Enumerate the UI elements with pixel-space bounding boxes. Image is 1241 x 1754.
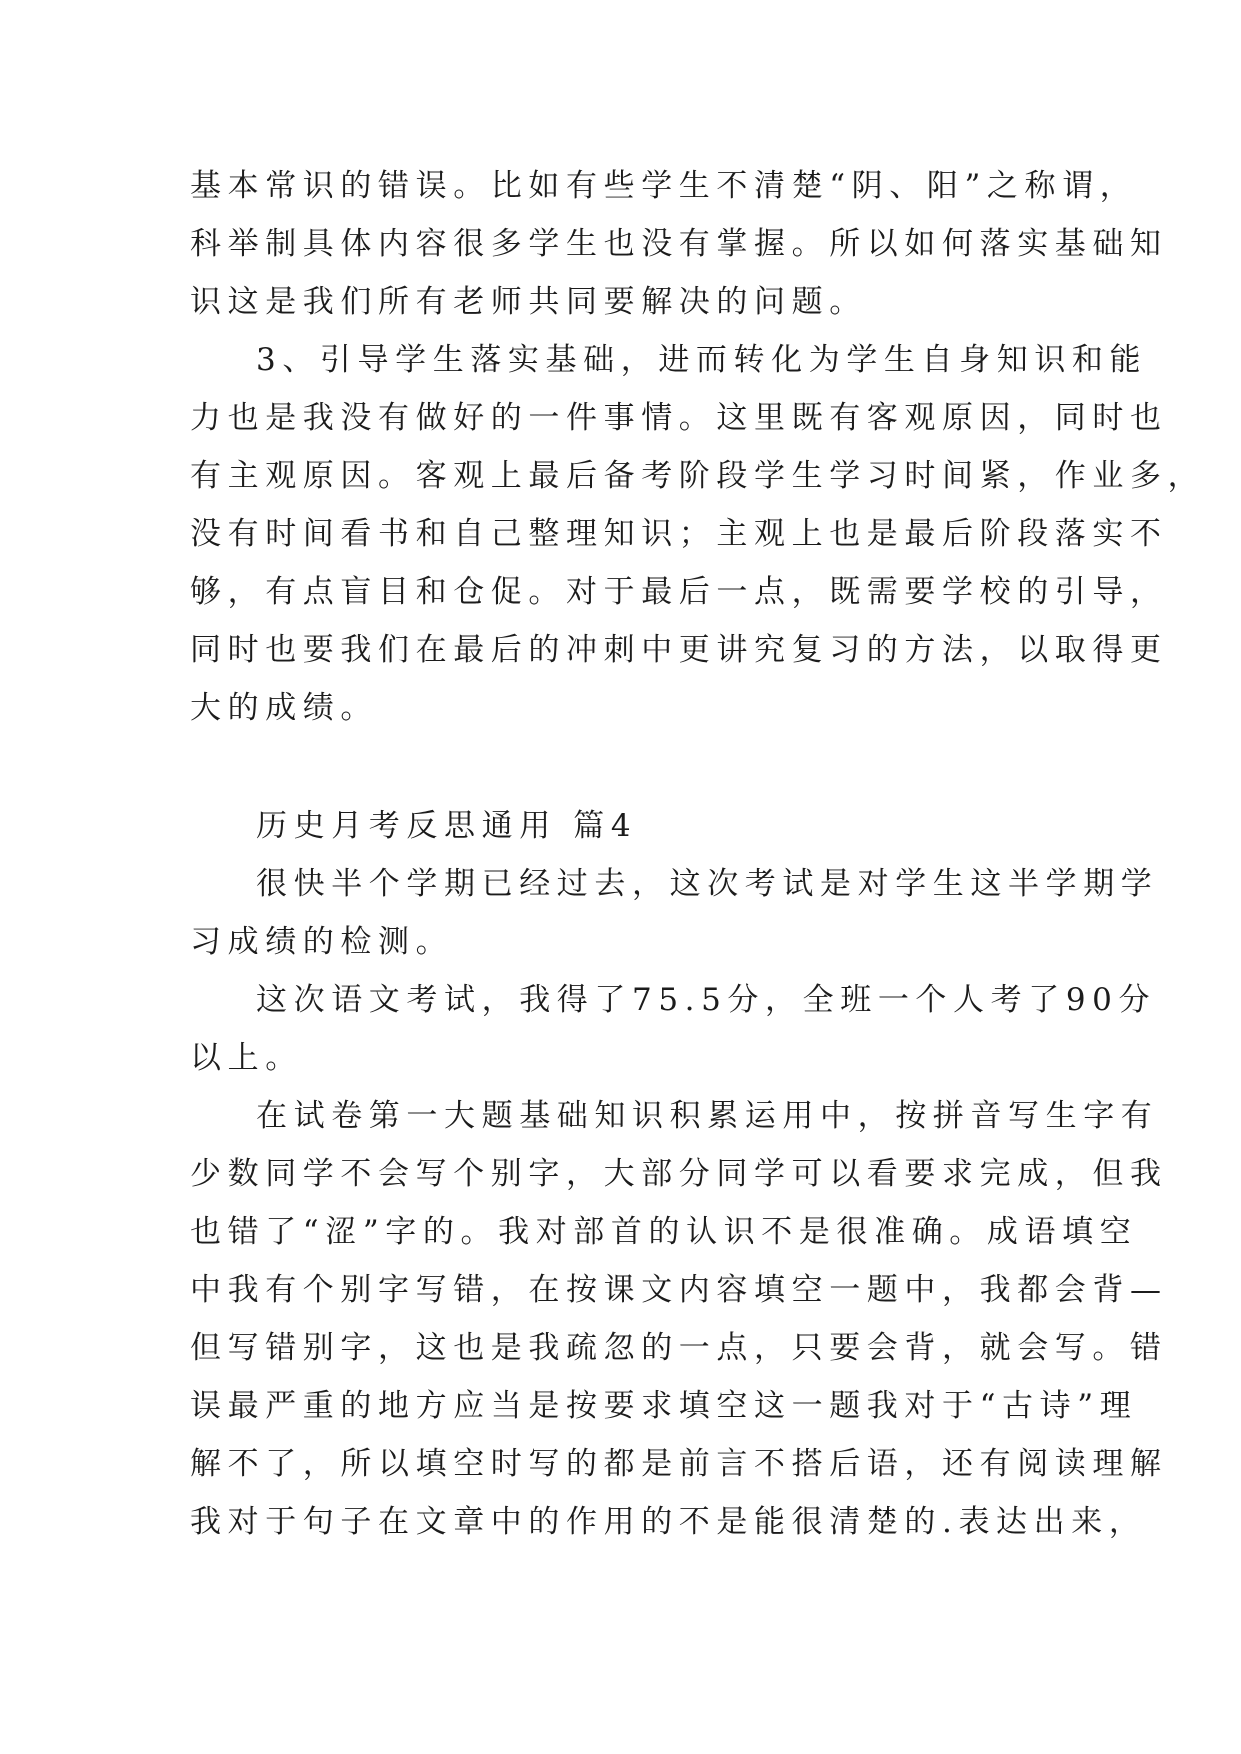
text-line: 误最严重的地方应当是按要求填空这一题我对于“古诗”理 (190, 1388, 1138, 1424)
text-line: 3、引导学生落实基础，进而转化为学生自身知识和能 (256, 342, 1148, 378)
text-line: 有主观原因。客观上最后备考阶段学生学习时间紧，作业多， (190, 458, 1206, 494)
text-line: 在试卷第一大题基础知识积累运用中，按拼音写生字有 (256, 1098, 1159, 1134)
text-line: 少数同学不会写个别字，大部分同学可以看要求完成，但我 (190, 1156, 1168, 1192)
text-line: 识这是我们所有老师共同要解决的问题。 (190, 284, 867, 320)
text-line: 也错了“涩”字的。我对部首的认识不是很准确。成语填空 (190, 1214, 1138, 1250)
text-line: 但写错别字，这也是我疏忽的一点，只要会背，就会写。错 (190, 1330, 1168, 1366)
text-line: 没有时间看书和自己整理知识；主观上也是最后阶段落实不 (190, 516, 1168, 552)
text-line: 这次语文考试，我得了75.5分，全班一个人考了90分 (256, 982, 1157, 1018)
text-line: 解不了，所以填空时写的都是前言不搭后语，还有阅读理解 (190, 1446, 1168, 1482)
text-line: 同时也要我们在最后的冲刺中更讲究复习的方法，以取得更 (190, 632, 1168, 668)
text-line: 我对于句子在文章中的作用的不是能很清楚的.表达出来， (190, 1504, 1147, 1540)
text-line: 够，有点盲目和仓促。对于最后一点，既需要学校的引导， (190, 574, 1168, 610)
text-line: 科举制具体内容很多学生也没有掌握。所以如何落实基础知 (190, 226, 1168, 262)
text-line: 很快半个学期已经过去，这次考试是对学生这半学期学 (256, 866, 1159, 902)
text-line: 中我有个别字写错，在按课文内容填空一题中，我都会背— (190, 1272, 1168, 1308)
section-heading: 历史月考反思通用 篇4 (256, 808, 638, 844)
text-line: 力也是我没有做好的一件事情。这里既有客观原因，同时也 (190, 400, 1168, 436)
text-line: 大的成绩。 (190, 690, 378, 726)
text-line: 习成绩的检测。 (190, 924, 454, 960)
text-line: 基本常识的错误。比如有些学生不清楚“阴、阳”之称谓， (190, 168, 1138, 204)
text-line: 以上。 (190, 1040, 303, 1076)
